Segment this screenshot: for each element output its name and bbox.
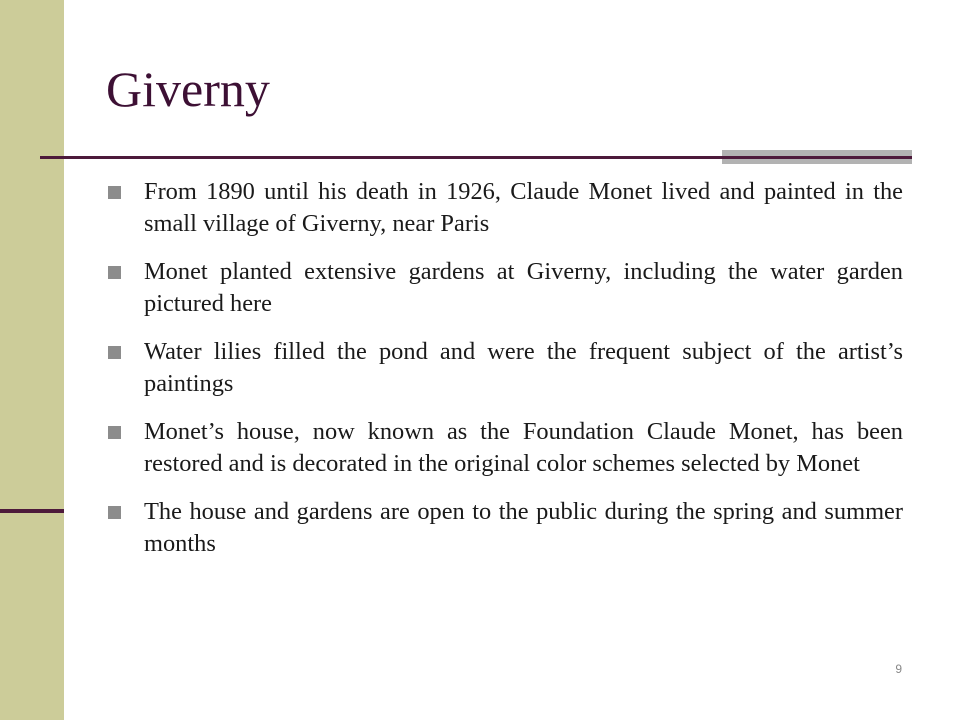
square-bullet-icon [108, 506, 121, 519]
page-number: 9 [895, 662, 902, 676]
bullet-list [108, 176, 903, 576]
square-bullet-icon [108, 426, 121, 439]
sidebar-decoration [0, 0, 64, 720]
square-bullet-icon [108, 186, 121, 199]
bullet-text: From 1890 until his death in 1926, Claude Monet lived and painted in the small village of Giverny, near Paris [144, 178, 903, 237]
bullet-item [108, 336, 903, 400]
title-underline-accent [722, 150, 912, 164]
bullet-text: Monet planted extensive gardens at Giverny, including the water garden pictured here [144, 258, 903, 317]
square-bullet-icon [108, 266, 121, 279]
sidebar-accent-line [0, 509, 64, 513]
square-bullet-icon [108, 346, 121, 359]
bullet-item [108, 176, 903, 240]
bullet-item [108, 496, 903, 560]
bullet-text: Monet’s house, now known as the Foundation Claude Monet, has been restored and is decorated in the original color schemes selected by Monet [144, 418, 903, 477]
bullet-item [108, 416, 903, 480]
bullet-text: Water lilies filled the pond and were the frequent subject of the artist’s paintings [144, 338, 903, 397]
slide-title: Giverny [106, 61, 270, 117]
bullet-item [108, 256, 903, 320]
bullet-text: The house and gardens are open to the public during the spring and summer months [144, 498, 903, 557]
